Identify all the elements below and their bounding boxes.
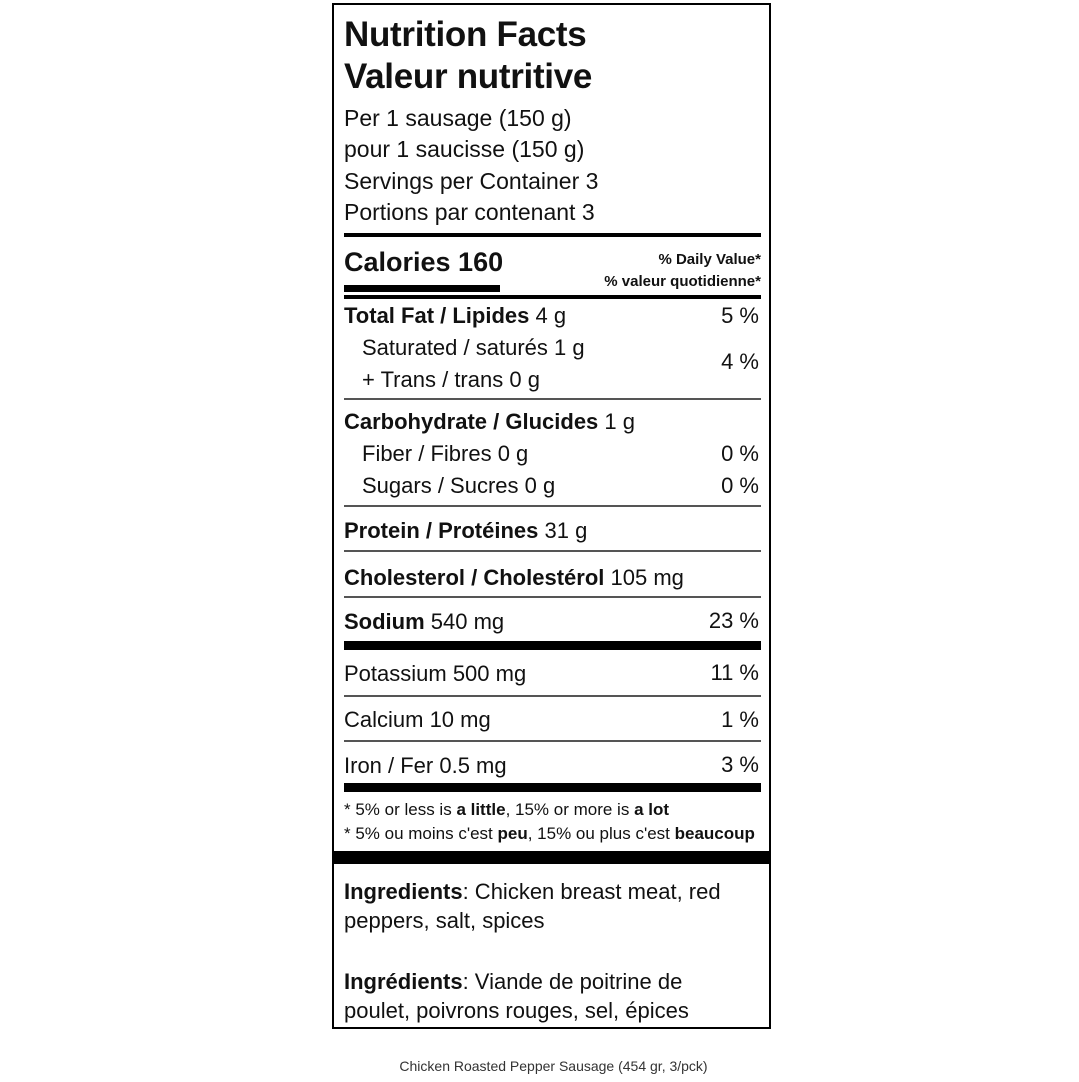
footnote-emphasis: beaucoup — [674, 824, 755, 843]
total-fat-row — [344, 303, 566, 329]
protein-name: Protein / Protéines — [344, 518, 539, 543]
protein-amount: 31 g — [538, 518, 588, 543]
divider — [344, 596, 761, 598]
carbohydrate-amount: 1 g — [598, 409, 635, 434]
label-content — [344, 5, 761, 1027]
footnote-text: , 15% ou plus c'est — [527, 824, 675, 843]
calories-underline — [344, 285, 500, 292]
servings-per-container-fr: Portions par contenant 3 — [344, 199, 595, 225]
total-fat-name: Total Fat / Lipides — [344, 303, 530, 328]
calcium-pct: 1 % — [721, 707, 759, 732]
calories: Calories 160 — [344, 247, 504, 277]
footnote-fr — [344, 821, 755, 846]
divider-heavy — [334, 851, 769, 864]
footnote-emphasis: peu — [497, 824, 528, 843]
title-en: Nutrition Facts — [344, 15, 587, 54]
footnote-emphasis: a little — [456, 800, 506, 819]
iron-row: Iron / Fer 0.5 mg — [344, 753, 507, 778]
ingredients-label-fr: Ingrédients — [344, 969, 463, 994]
potassium-pct: 11 % — [710, 660, 759, 685]
title-fr: Valeur nutritive — [344, 57, 593, 96]
ingredients-text-fr: : Viande de poitrine de poulet, poivrons rouges, sel, épices — [344, 969, 689, 1023]
product-caption: Chicken Roasted Pepper Sausage (454 gr, 3/pck) — [399, 1058, 708, 1074]
sodium-amount: 540 mg — [424, 609, 505, 634]
servings-per-container-en: Servings per Container 3 — [344, 168, 599, 194]
divider — [344, 505, 761, 507]
divider — [344, 550, 761, 552]
carbohydrate-name: Carbohydrate / Glucides — [344, 409, 599, 434]
saturated-row: Saturated / saturés 1 g — [362, 335, 585, 360]
sugars-row: Sugars / Sucres 0 g — [362, 473, 556, 498]
protein-row — [344, 518, 587, 544]
ingredients-fr — [344, 967, 754, 1025]
daily-value-en: % Daily Value* — [658, 251, 761, 268]
cholesterol-amount: 105 mg — [604, 565, 684, 590]
divider-thick — [344, 233, 761, 237]
ingredients-en — [344, 877, 754, 935]
serving-size-fr: pour 1 saucisse (150 g) — [344, 136, 585, 162]
cholesterol-name: Cholesterol / Cholestérol — [344, 565, 605, 590]
divider — [344, 740, 761, 742]
cholesterol-row — [344, 565, 684, 591]
sugars-pct: 0 % — [721, 473, 759, 498]
trans-row: + Trans / trans 0 g — [362, 367, 540, 392]
fiber-pct: 0 % — [721, 441, 759, 466]
sodium-row — [344, 609, 504, 635]
ingredients-label-en: Ingredients — [344, 879, 463, 904]
ingredients-text-en: : Chicken breast meat, red peppers, salt, spices — [344, 879, 721, 933]
divider — [344, 695, 761, 697]
calcium-row: Calcium 10 mg — [344, 707, 491, 732]
divider — [344, 398, 761, 400]
total-fat-pct: 5 % — [721, 303, 759, 328]
fiber-row: Fiber / Fibres 0 g — [362, 441, 529, 466]
divider-thick — [344, 641, 761, 650]
sodium-name: Sodium — [344, 609, 425, 634]
footnote-emphasis: a lot — [634, 800, 670, 819]
footnote-en — [344, 797, 669, 822]
saturated-trans-pct: 4 % — [721, 349, 759, 374]
sodium-pct: 23 % — [708, 608, 759, 633]
divider-thick — [344, 295, 761, 299]
nutrition-facts-label — [332, 3, 771, 1029]
daily-value-fr: % valeur quotidienne* — [604, 273, 761, 290]
footnote-text: * 5% or less is — [344, 800, 457, 819]
total-fat-amount: 4 g — [529, 303, 567, 328]
footnote-text: , 15% or more is — [505, 800, 635, 819]
iron-pct: 3 % — [721, 752, 759, 777]
potassium-row: Potassium 500 mg — [344, 661, 527, 686]
divider-thick — [344, 783, 761, 792]
footnote-text: * 5% ou moins c'est — [344, 824, 498, 843]
carbohydrate-row — [344, 409, 635, 435]
serving-size-en: Per 1 sausage (150 g) — [344, 105, 572, 131]
